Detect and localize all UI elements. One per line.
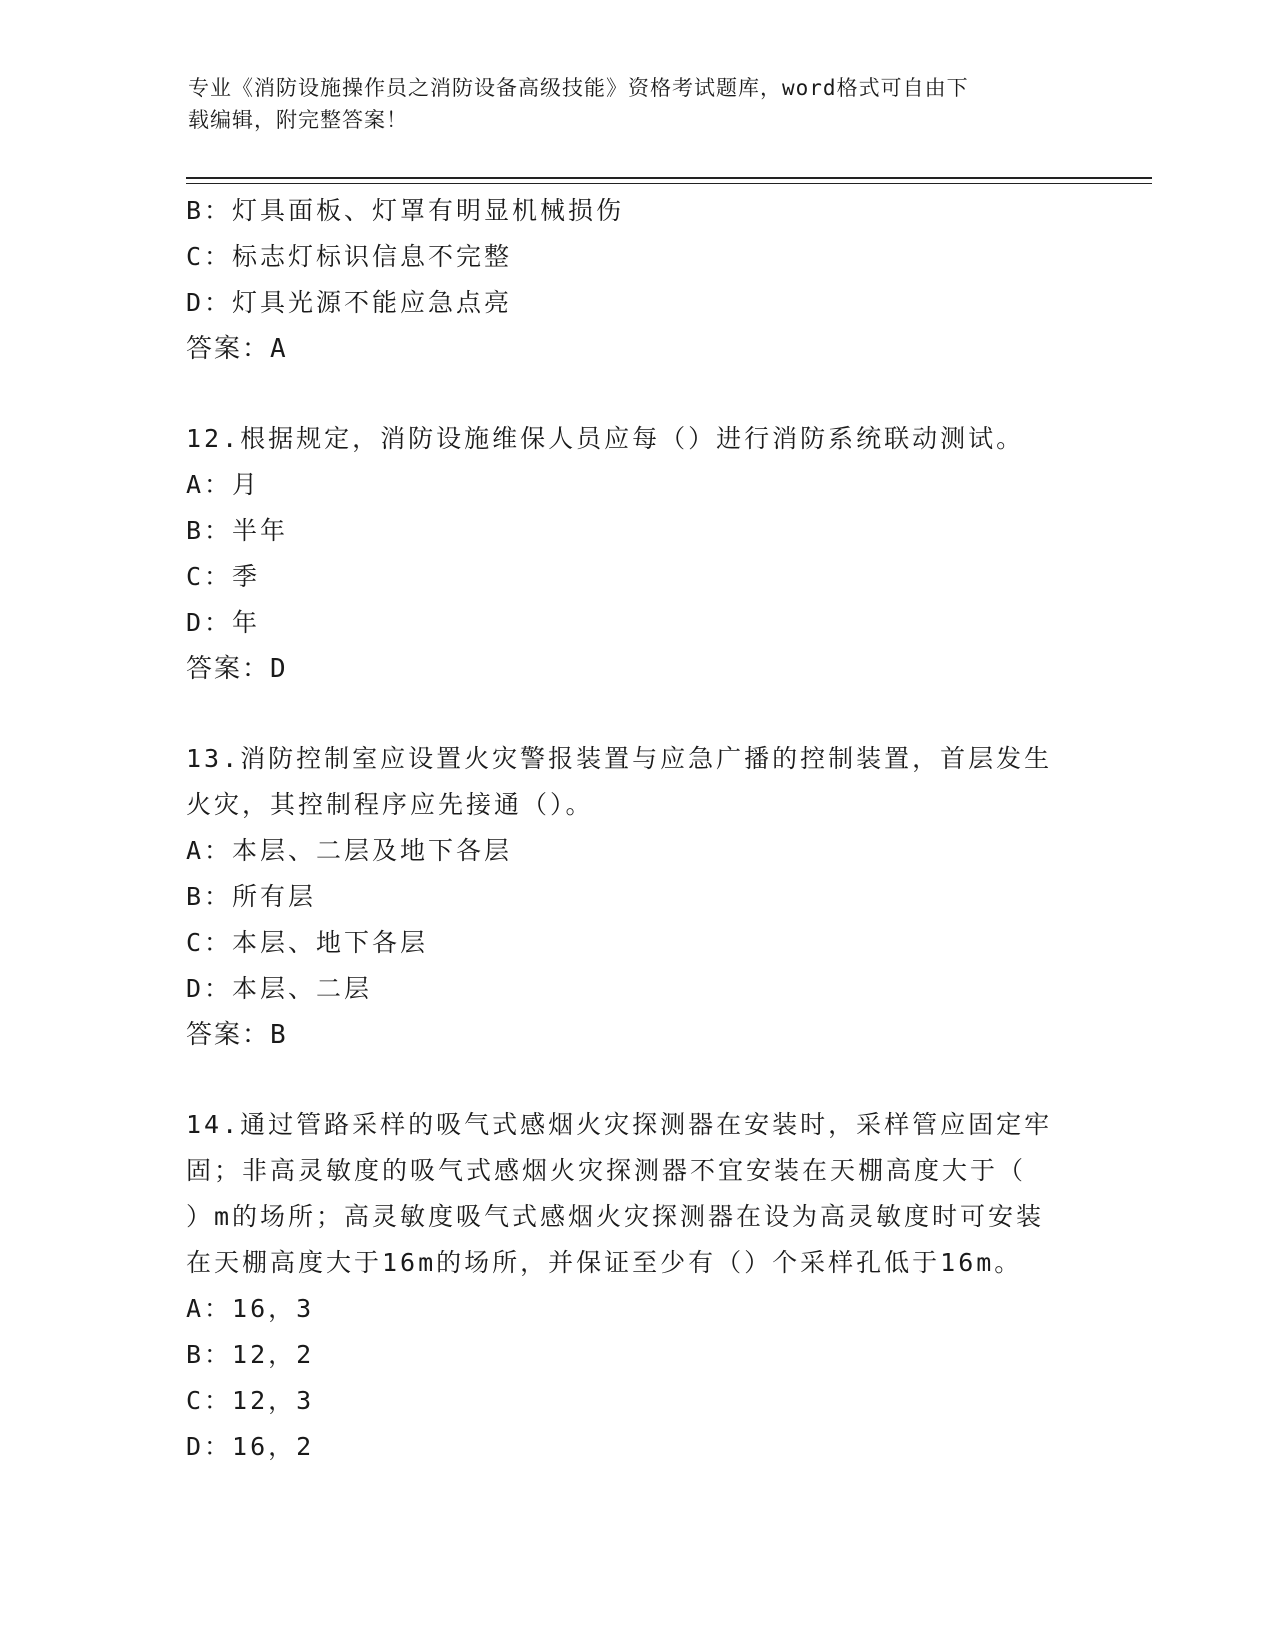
option-c: C：本层、地下各层 <box>186 928 429 957</box>
question-13 <box>186 736 1086 1058</box>
question-14 <box>186 1102 1086 1470</box>
header-divider-thick <box>186 177 1152 179</box>
option-d: D：灯具光源不能应急点亮 <box>186 288 513 317</box>
question-text: 12.根据规定，消防设施维保人员应每（）进行消防系统联动测试。 <box>186 424 1025 453</box>
question-body <box>186 188 1086 1470</box>
header-line-2: 载编辑，附完整答案！ <box>188 108 408 132</box>
question-text: 14.通过管路采样的吸气式感烟火灾探测器在安装时，采样管应固定牢 <box>186 1110 1053 1139</box>
option-a: A：本层、二层及地下各层 <box>186 836 513 865</box>
option-b: B：半年 <box>186 516 289 545</box>
option-a: A：月 <box>186 470 261 499</box>
option-b: B：所有层 <box>186 882 317 911</box>
option-c: C：标志灯标识信息不完整 <box>186 242 513 271</box>
option-d: D：本层、二层 <box>186 974 373 1003</box>
question-text: 火灾，其控制程序应先接通（）。 <box>186 790 594 819</box>
answer: 答案：D <box>186 654 288 684</box>
answer: 答案：A <box>186 334 288 364</box>
option-a: A：16，3 <box>186 1294 315 1323</box>
spacer <box>186 372 1086 416</box>
option-b: B：12，2 <box>186 1340 315 1369</box>
header-divider-thin <box>186 183 1152 184</box>
header-line-1: 专业《消防设施操作员之消防设备高级技能》资格考试题库，word格式可自由下 <box>188 76 969 100</box>
option-d: D：年 <box>186 608 261 637</box>
spacer <box>186 1058 1086 1102</box>
answer: 答案：B <box>186 1020 288 1050</box>
question-text: 13.消防控制室应设置火灾警报装置与应急广播的控制装置，首层发生 <box>186 744 1053 773</box>
question-11-continued <box>186 188 1086 372</box>
question-text: 固；非高灵敏度的吸气式感烟火灾探测器不宜安装在天棚高度大于（ <box>186 1156 1027 1185</box>
option-c: C：12，3 <box>186 1386 315 1415</box>
question-12 <box>186 416 1086 692</box>
question-text: 在天棚高度大于16m的场所，并保证至少有（）个采样孔低于16m。 <box>186 1248 1023 1277</box>
question-text: ）m的场所；高灵敏度吸气式感烟火灾探测器在设为高灵敏度时可安装 <box>186 1202 1045 1231</box>
spacer <box>186 692 1086 736</box>
option-d: D：16，2 <box>186 1432 315 1461</box>
option-b: B：灯具面板、灯罩有明显机械损伤 <box>186 196 625 225</box>
document-header <box>188 72 1088 136</box>
option-c: C：季 <box>186 562 261 591</box>
